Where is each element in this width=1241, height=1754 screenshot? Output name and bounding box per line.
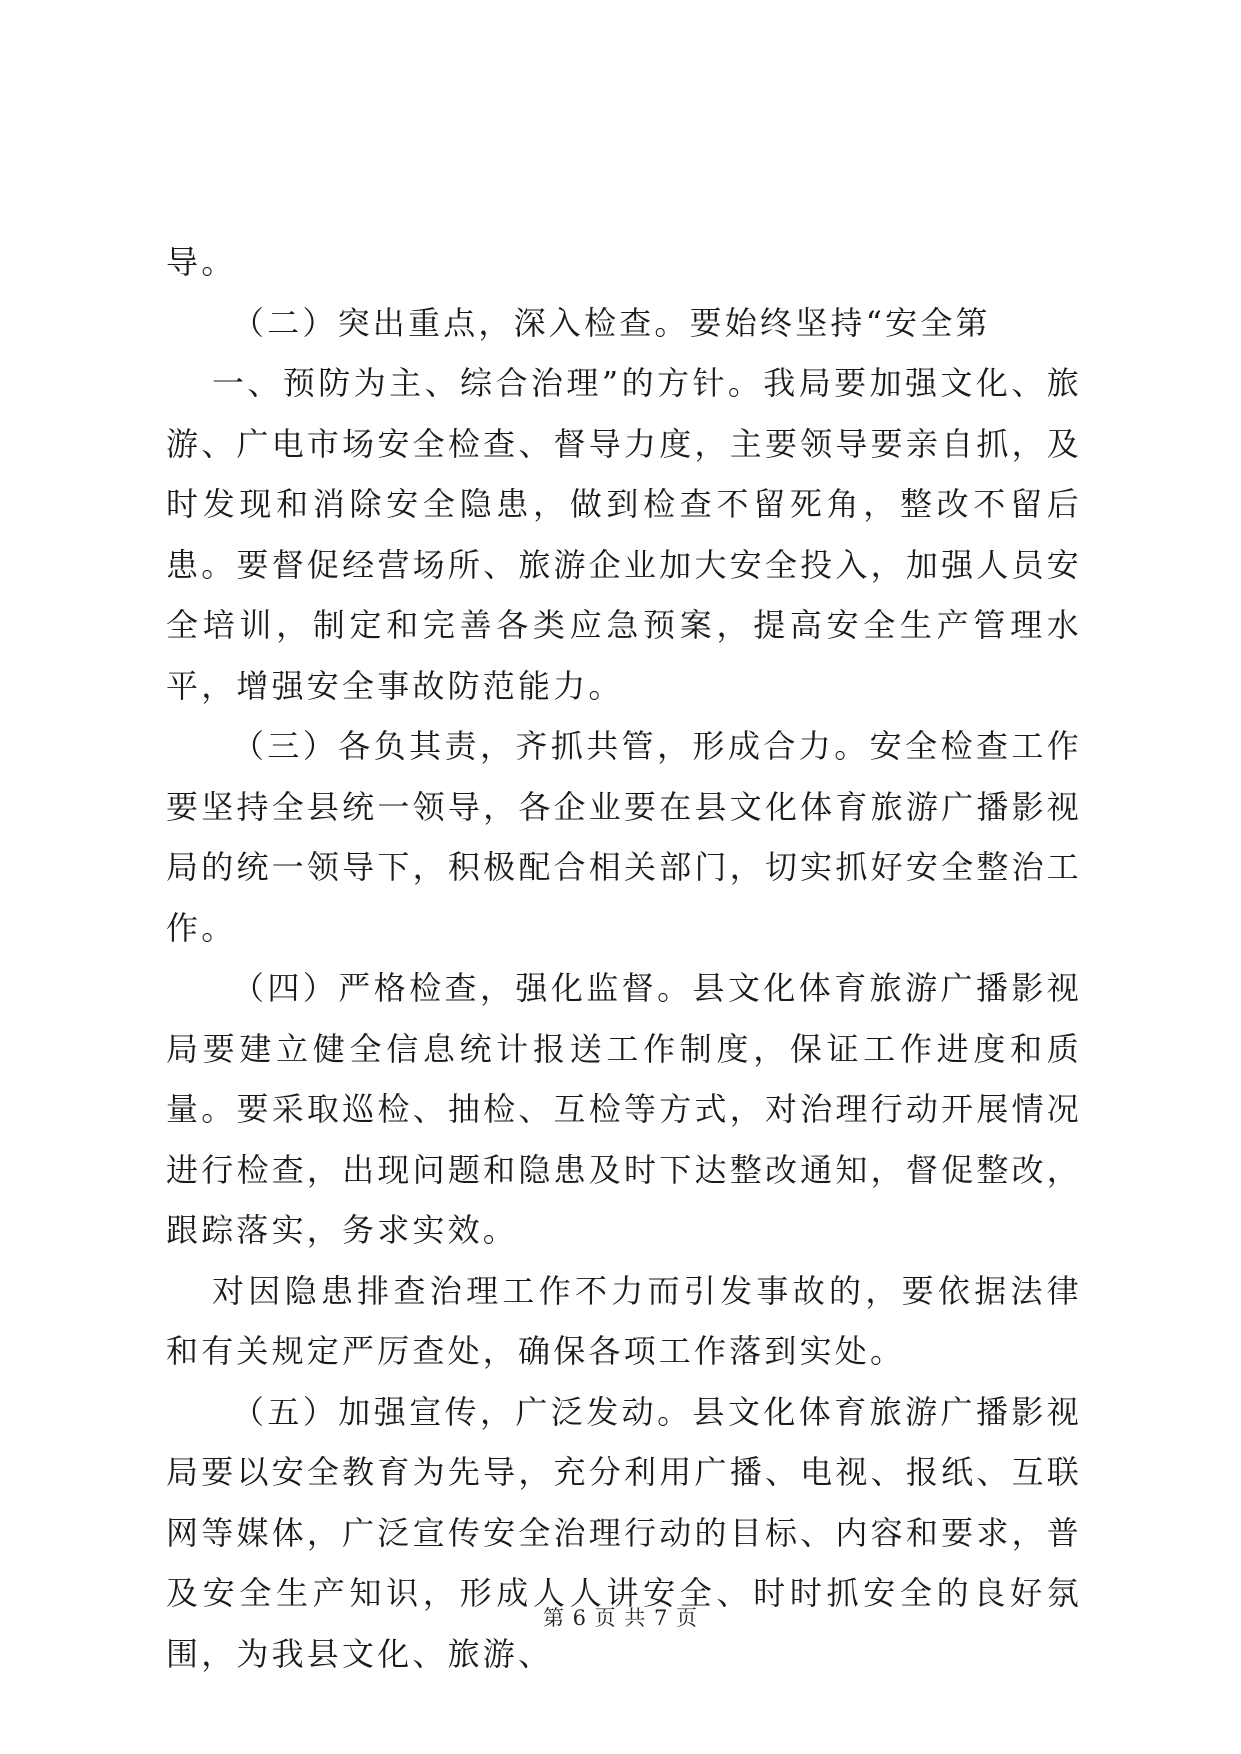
paragraph-section-2-heading: （二）突出重点，深入检查。要始终坚持“安全第: [232, 303, 991, 342]
paragraph-continuation: 导。: [166, 243, 237, 281]
paragraph-accountability: 对因隐患排查治理工作不力而引发事故的，要依据法律和有关规定严厉查处，确保各项工作落到实处。: [166, 1271, 1082, 1370]
paragraph-section-4: （四）严格检查，强化监督。县文化体育旅游广播影视局要建立健全信息统计报送工作制度，保证工作进度和质量。要采取巡检、抽检、互检等方式，对治理行动开展情况进行检查，出现问题和隐患及时下达整改通知，督促整改，跟踪落实，务求实效。: [166, 969, 1082, 1249]
paragraph-section-2-body: 一、预防为主、综合治理”的方针。我局要加强文化、旅游、广电市场安全检查、督导力度，主要领导要亲自抓，及时发现和消除安全隐患，做到检查不留死角，整改不留后患。要督促经营场所、旅游企业加大安全投入，加强人员安全培训，制定和完善各类应急预案，提高安全生产管理水平，增强安全事故防范能力。: [166, 364, 1082, 705]
paragraph-section-3: （三）各负其责，齐抓共管，形成合力。安全检查工作要坚持全县统一领导，各企业要在县文化体育旅游广播影视局的统一领导下，积极配合相关部门，切实抓好安全整治工作。: [166, 727, 1082, 947]
document-body: [166, 232, 1082, 1684]
paragraph-section-5: （五）加强宣传，广泛发动。县文化体育旅游广播影视局要以安全教育为先导，充分利用广播、电视、报纸、互联网等媒体，广泛宣传安全治理行动的目标、内容和要求，普及安全生产知识，形成人人讲安全、时时抓安全的良好氛围，为我县文化、旅游、: [166, 1392, 1082, 1673]
page-number-footer: 第 6 页 共 7 页: [542, 1606, 699, 1630]
